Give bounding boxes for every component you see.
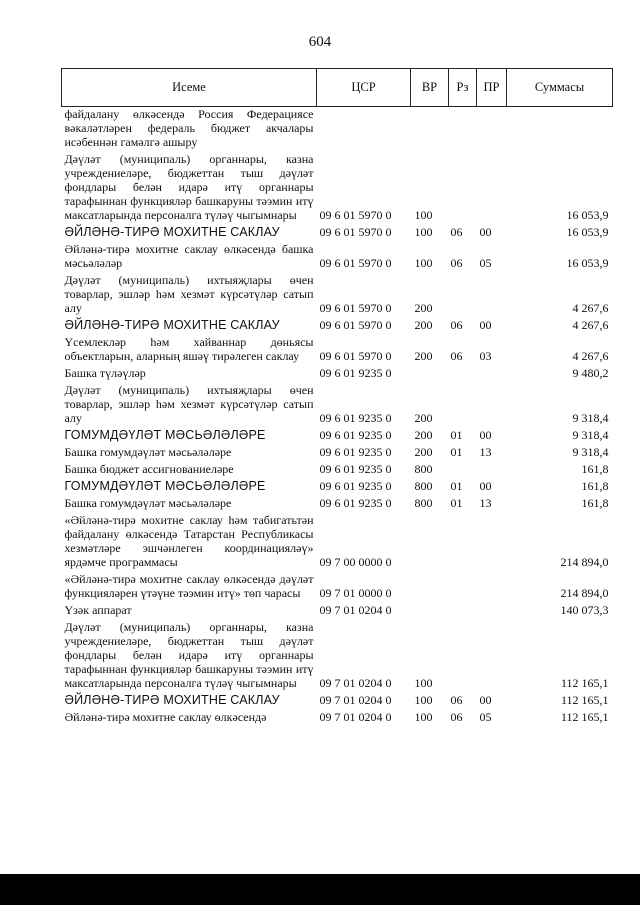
- row-pr-cell: 05: [479, 710, 492, 724]
- row-rz-cell: [449, 272, 477, 317]
- row-sum-cell: 4 267,6: [572, 349, 609, 363]
- row-rz-cell: 01: [450, 496, 463, 510]
- row-csr-cell: 09 7 01 0204 0: [319, 710, 392, 724]
- row-vr-cell: [411, 512, 449, 571]
- row-vr-cell: [411, 365, 449, 382]
- row-name-cell: Дәүләт (муниципаль) органнары, казна учреждениеләре, бюджеттан тыш дәүләт фондлары белән идарә итү органнары тарафыннан функцияләр башкаруны тәэмин итү максатларында персоналга түләү чыгымнары: [64, 620, 314, 690]
- row-rz-cell: [449, 512, 477, 571]
- budget-table: [61, 68, 613, 726]
- table-row: [62, 709, 613, 726]
- row-vr-cell: [411, 107, 449, 152]
- row-name-cell: Үсемлекләр һәм хайваннар дөньясы объектларын, аларның яшәү тирәлеген саклау: [64, 335, 314, 363]
- row-name-cell: Башка гомумдәүләт мәсьәләләре: [64, 496, 232, 510]
- row-name-cell: ГОМУМДӘҮЛӘТ МӘСЬӘЛӘЛӘРЕ: [64, 428, 266, 442]
- row-rz-cell: 06: [450, 318, 463, 332]
- row-pr-cell: 00: [479, 428, 492, 442]
- row-rz-cell: [449, 151, 477, 224]
- row-rz-cell: 06: [450, 225, 463, 239]
- row-sum-cell: 112 165,1: [560, 676, 609, 690]
- row-sum-cell: 214 894,0: [560, 586, 609, 600]
- row-csr-cell: 09 7 01 0204 0: [319, 676, 392, 690]
- row-sum-cell: 9 480,2: [572, 366, 609, 380]
- row-csr-cell: 09 7 01 0204 0: [319, 693, 392, 707]
- row-csr-cell: 09 6 01 5970 0: [319, 318, 392, 332]
- row-rz-cell: [449, 365, 477, 382]
- row-name-cell: Дәүләт (муниципаль) органнары, казна учреждениеләре, бюджеттан тыш дәүләт фондлары белән идарә итү органнары тарафыннан функцияләр башкаруны тәэмин итү максатларында персоналга түләү чыгымнары: [64, 152, 314, 222]
- header-rz: Рз: [449, 69, 477, 107]
- row-sum-cell: 9 318,4: [572, 411, 609, 425]
- header-csr: ЦСР: [317, 69, 411, 107]
- table-body: [62, 107, 613, 727]
- row-sum-cell: 16 053,9: [566, 256, 609, 270]
- table-row: [62, 151, 613, 224]
- table-row: [62, 382, 613, 427]
- row-name-cell: Дәүләт (муниципаль) ихтыяҗлары өчен товарлар, эшләр һәм хезмәт күрсәтүләр сатып алу: [64, 383, 314, 425]
- bottom-scan-bar: [0, 874, 640, 905]
- row-sum-cell: 16 053,9: [566, 225, 609, 239]
- row-sum-cell: 4 267,6: [572, 301, 609, 315]
- row-sum-cell: 112 165,1: [560, 710, 609, 724]
- row-pr-cell: 03: [479, 349, 492, 363]
- row-pr-cell: [477, 382, 507, 427]
- row-pr-cell: 05: [479, 256, 492, 270]
- table-row: [62, 602, 613, 619]
- row-rz-cell: 06: [450, 256, 463, 270]
- row-name-cell: Әйләнә-тирә мохитне саклау өлкәсендә: [64, 710, 267, 724]
- table-row: [62, 444, 613, 461]
- table-row: [62, 619, 613, 692]
- row-csr-cell: 09 6 01 5970 0: [319, 225, 392, 239]
- row-rz-cell: [449, 619, 477, 692]
- table-row: [62, 334, 613, 365]
- row-pr-cell: [477, 619, 507, 692]
- row-rz-cell: [449, 382, 477, 427]
- row-vr-cell: 100: [414, 693, 433, 707]
- row-csr-cell: 09 6 01 9235 0: [319, 428, 392, 442]
- row-sum-cell: 161,8: [581, 479, 609, 493]
- budget-table-container: [61, 68, 612, 726]
- row-sum-cell: 4 267,6: [572, 318, 609, 332]
- row-rz-cell: 06: [450, 710, 463, 724]
- row-vr-cell: 200: [414, 445, 433, 459]
- table-row: [62, 692, 613, 709]
- row-vr-cell: 100: [414, 676, 433, 690]
- row-csr-cell: 09 6 01 5970 0: [319, 301, 392, 315]
- table-row: [62, 571, 613, 602]
- header-pr: ПР: [477, 69, 507, 107]
- row-rz-cell: [449, 107, 477, 152]
- row-vr-cell: 100: [414, 256, 433, 270]
- header-name: Исеме: [62, 69, 317, 107]
- row-name-cell: «Әйләнә-тирә мохитне саклау һәм табигатьтән файдалану өлкәсендә Татарстан Республикасы хезмәтләре эшчәнлеген координацияләү» ярдәмче программасы: [64, 513, 314, 569]
- row-csr-cell: [317, 107, 411, 152]
- row-sum-cell: 214 894,0: [560, 555, 609, 569]
- row-rz-cell: 06: [450, 349, 463, 363]
- row-csr-cell: 09 6 01 9235 0: [319, 479, 392, 493]
- row-csr-cell: 09 7 01 0204 0: [319, 603, 392, 617]
- row-pr-cell: [477, 571, 507, 602]
- table-row: [62, 317, 613, 334]
- page-number: 604: [308, 34, 332, 50]
- row-name-cell: Әйләнә-тирә мохитне саклау өлкәсендә башка мәсьәләләр: [64, 242, 314, 270]
- row-csr-cell: 09 6 01 9235 0: [319, 445, 392, 459]
- header-sum: Суммасы: [507, 69, 613, 107]
- row-vr-cell: 100: [414, 710, 433, 724]
- row-name-cell: Дәүләт (муниципаль) ихтыяҗлары өчен товарлар, эшләр һәм хезмәт күрсәтүләр сатып алу: [64, 273, 314, 315]
- row-pr-cell: [477, 272, 507, 317]
- row-sum-cell: 161,8: [581, 496, 609, 510]
- table-row: [62, 461, 613, 478]
- row-vr-cell: 200: [414, 428, 433, 442]
- row-name-cell: ӘЙЛӘНӘ-ТИРӘ МОХИТНЕ САКЛАУ: [64, 225, 280, 239]
- row-vr-cell: [411, 602, 449, 619]
- row-pr-cell: 13: [479, 445, 492, 459]
- table-row: [62, 241, 613, 272]
- row-csr-cell: 09 6 01 5970 0: [319, 208, 392, 222]
- row-pr-cell: 00: [479, 693, 492, 707]
- row-sum-cell: 9 318,4: [572, 445, 609, 459]
- row-vr-cell: 200: [414, 349, 433, 363]
- row-pr-cell: [477, 602, 507, 619]
- row-name-cell: файдалану өлкәсендә Россия Федерациясе вәкаләтләрен федераль бюджет акчалары исәбеннән гамәлгә ашыру: [64, 107, 314, 149]
- row-name-cell: Башка бюджет ассигнованиеләре: [64, 462, 234, 476]
- table-row: [62, 512, 613, 571]
- table-row: [62, 272, 613, 317]
- row-vr-cell: 200: [414, 301, 433, 315]
- table-row: [62, 365, 613, 382]
- row-rz-cell: [449, 461, 477, 478]
- row-csr-cell: 09 7 00 0000 0: [319, 555, 392, 569]
- row-sum-cell: [507, 107, 613, 152]
- row-vr-cell: 800: [414, 462, 433, 476]
- table-header: [62, 69, 613, 107]
- row-rz-cell: [449, 571, 477, 602]
- row-sum-cell: 9 318,4: [572, 428, 609, 442]
- row-name-cell: ГОМУМДӘҮЛӘТ МӘСЬӘЛӘЛӘРЕ: [64, 479, 266, 493]
- row-rz-cell: 01: [450, 479, 463, 493]
- row-vr-cell: 800: [414, 479, 433, 493]
- table-row: [62, 495, 613, 512]
- row-csr-cell: 09 7 01 0000 0: [319, 586, 392, 600]
- row-pr-cell: 00: [479, 479, 492, 493]
- row-name-cell: Үзәк аппарат: [64, 603, 132, 617]
- row-csr-cell: 09 6 01 5970 0: [319, 256, 392, 270]
- row-rz-cell: 01: [450, 445, 463, 459]
- table-row: [62, 107, 613, 152]
- row-pr-cell: [477, 107, 507, 152]
- table-row: [62, 478, 613, 495]
- row-vr-cell: 100: [414, 208, 433, 222]
- row-vr-cell: 100: [414, 225, 433, 239]
- row-rz-cell: 06: [450, 693, 463, 707]
- row-csr-cell: 09 6 01 9235 0: [319, 366, 392, 380]
- table-row: [62, 427, 613, 444]
- row-name-cell: Башка гомумдәүләт мәсьәләләре: [64, 445, 232, 459]
- row-vr-cell: [411, 571, 449, 602]
- row-name-cell: ӘЙЛӘНӘ-ТИРӘ МОХИТНЕ САКЛАУ: [64, 693, 280, 707]
- table-row: [62, 224, 613, 241]
- row-sum-cell: 161,8: [581, 462, 609, 476]
- row-csr-cell: 09 6 01 5970 0: [319, 349, 392, 363]
- row-pr-cell: [477, 151, 507, 224]
- row-pr-cell: [477, 365, 507, 382]
- row-vr-cell: 800: [414, 496, 433, 510]
- row-pr-cell: [477, 512, 507, 571]
- row-name-cell: ӘЙЛӘНӘ-ТИРӘ МОХИТНЕ САКЛАУ: [64, 318, 280, 332]
- row-pr-cell: 00: [479, 318, 492, 332]
- row-csr-cell: 09 6 01 9235 0: [319, 496, 392, 510]
- row-rz-cell: [449, 602, 477, 619]
- row-name-cell: Башка түләүләр: [64, 366, 146, 380]
- row-sum-cell: 112 165,1: [560, 693, 609, 707]
- row-rz-cell: 01: [450, 428, 463, 442]
- header-vr: ВР: [411, 69, 449, 107]
- row-pr-cell: 00: [479, 225, 492, 239]
- row-sum-cell: 16 053,9: [566, 208, 609, 222]
- row-name-cell: «Әйләнә-тирә мохитне саклау өлкәсендә дәүләт функцияләрен үтәүне тәэмин итү» төп чарасы: [64, 572, 314, 600]
- row-sum-cell: 140 073,3: [560, 603, 609, 617]
- row-csr-cell: 09 6 01 9235 0: [319, 462, 392, 476]
- row-vr-cell: 200: [414, 318, 433, 332]
- row-pr-cell: [477, 461, 507, 478]
- row-csr-cell: 09 6 01 9235 0: [319, 411, 392, 425]
- row-vr-cell: 200: [414, 411, 433, 425]
- row-pr-cell: 13: [479, 496, 492, 510]
